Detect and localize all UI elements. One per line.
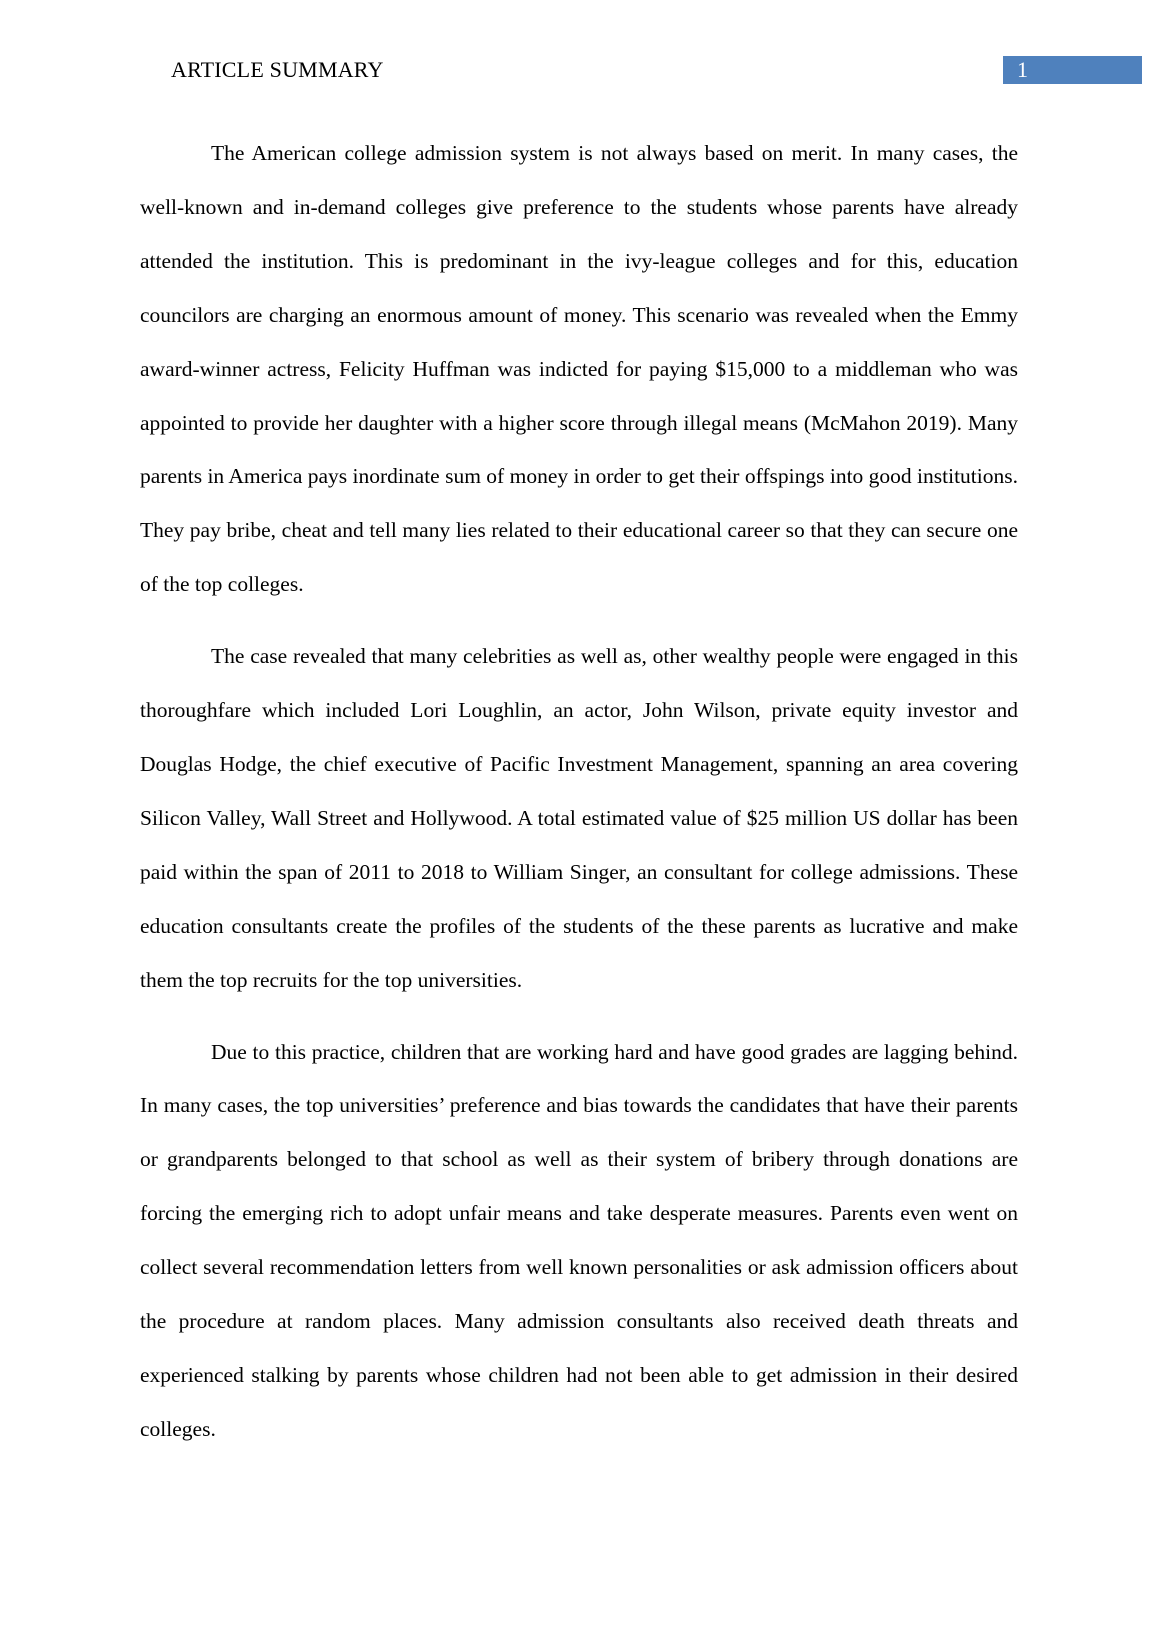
page-number: 1 xyxy=(1017,57,1028,82)
paragraph-3: Due to this practice, children that are working hard and have good grades are lagging behind. In many cases, the top universities’ preference and bias towards the candidates that have their parents or grandparents belonged to that school as well as their system of bribery through donations are forcing the emerging rich to adopt unfair means and take desperate measures. Parents even went on collect several recommendation letters from well known personalities or ask admission officers about the procedure at random places. Many admission consultants also received death threats and experienced stalking by parents whose children had not been able to get admission in their desired colleges. xyxy=(140,1039,1018,1441)
paragraph-1: The American college admission system is not always based on merit. In many cases, the well-known and in-demand colleges give preference to the students whose parents have already attended the institution. This is predominant in the ivy-league colleges and for this, education councilors are charging an enormous amount of money. This scenario was revealed when the Emmy award-winner actress, Felicity Huffman was indicted for paying $15,000 to a middleman who was appointed to provide her daughter with a higher score through illegal means (McMahon 2019). Many parents in America pays inordinate sum of money in order to get their offspings into good institutions. They pay bribe, cheat and tell many lies related to their educational career so that they can secure one of the top colleges. xyxy=(140,141,1018,597)
body-text xyxy=(140,127,1018,1475)
page-number-box xyxy=(1003,56,1142,84)
paragraph-2: The case revealed that many celebrities as well as, other wealthy people were engaged in this thoroughfare which included Lori Loughlin, an actor, John Wilson, private equity investor and Douglas Hodge, the chief executive of Pacific Investment Management, spanning an area covering Silicon Valley, Wall Street and Hollywood. A total estimated value of $25 million US dollar has been paid within the span of 2011 to 2018 to William Singer, an consultant for college admissions. These education consultants create the profiles of the students of the these parents as lucrative and make them the top recruits for the top universities. xyxy=(140,644,1018,992)
running-head: ARTICLE SUMMARY xyxy=(171,57,384,82)
